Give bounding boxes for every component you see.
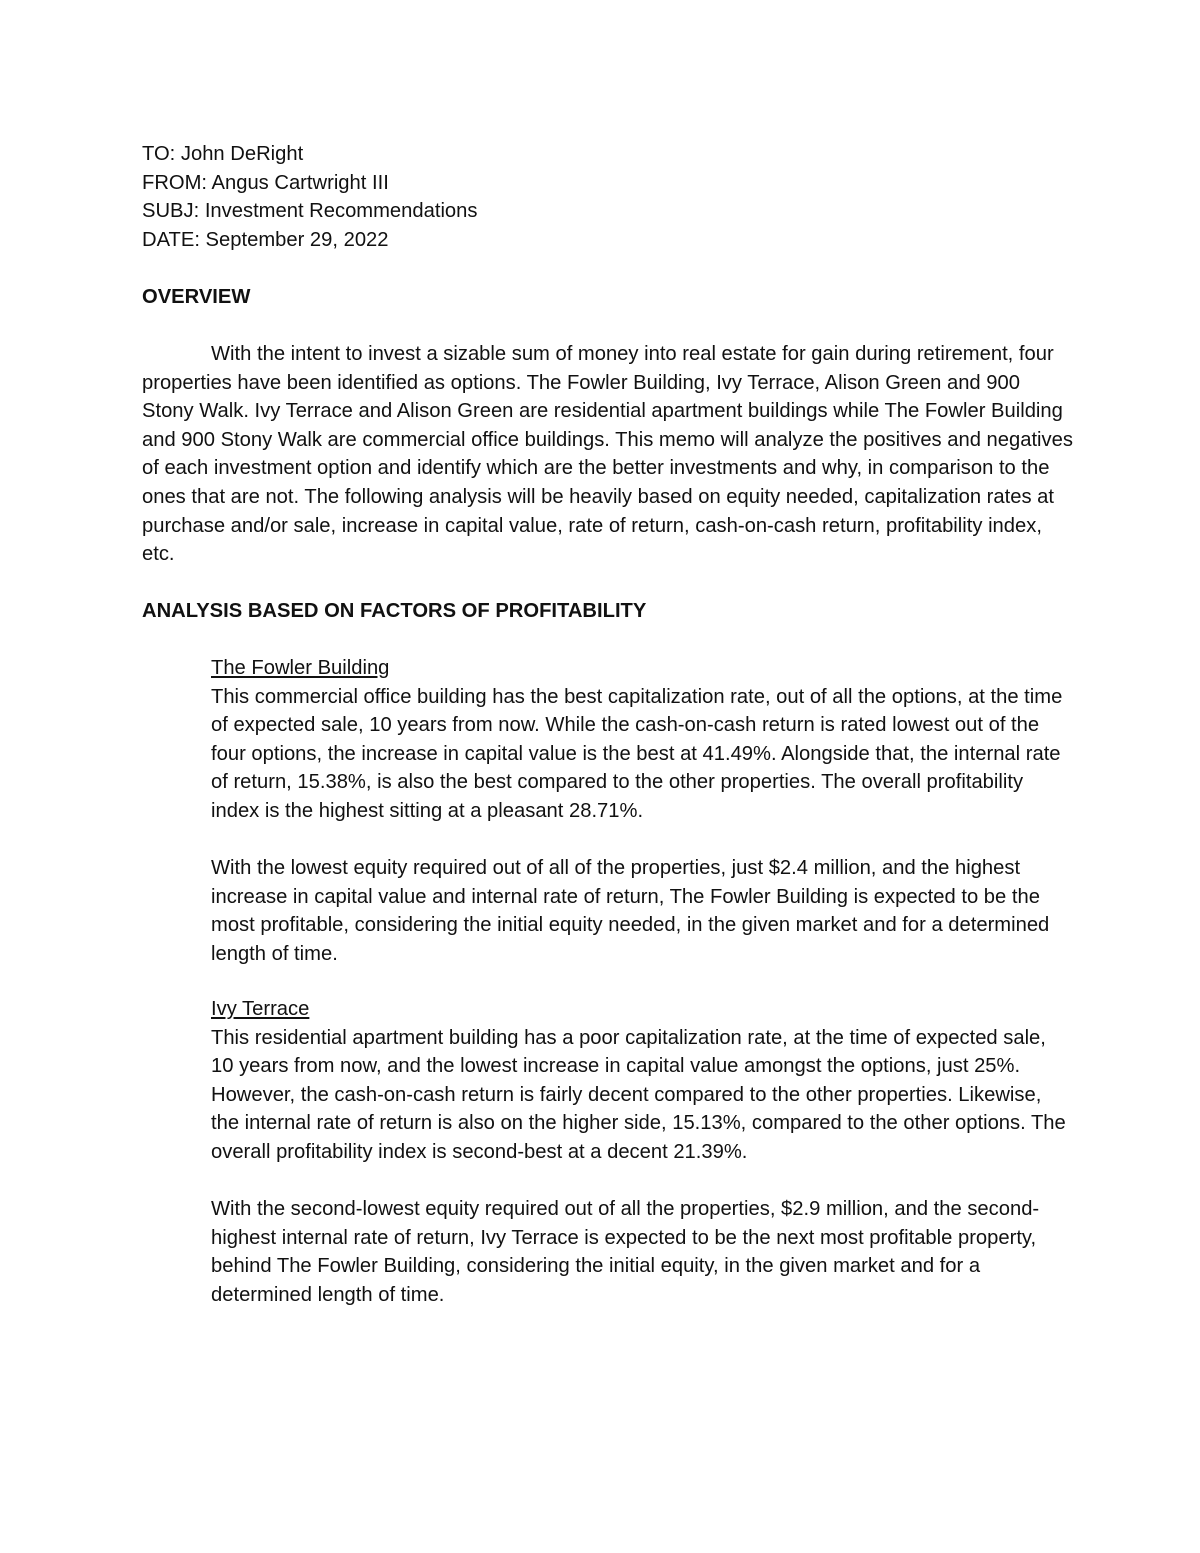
overview-heading: OVERVIEW [142, 286, 251, 308]
overview-paragraph: With the intent to invest a sizable sum of money into real estate for gain during retirement, four properties have been identified as options. The Fowler Building, Ivy Terrace, Alison Green and 900 Stony Walk. Ivy Terrace and Alison Green are residential apartment buildings while The Fowler Building and 900 Stony Walk are commercial office buildings. This memo will analyze the positives and negatives of each investment option and identify which are the better investments and why, in comparison to the ones that are not. The following analysis will be heavily based on equity needed, capitalization rates at purchase and/or sale, increase in capital value, rate of return, cash-on-cash return, profitability index, etc. [142, 343, 1073, 566]
ivy-paragraph-2: With the second-lowest equity required out of all the properties, $2.9 million, and the second-highest internal rate of return, Ivy Terrace is expected to be the next most profitable property, behind The Fowler Building, considering the initial equity, in the given market and for a determined length of time. [211, 1198, 1040, 1306]
fowler-paragraph-2: With the lowest equity required out of all of the properties, just $2.4 million, and the highest increase in capital value and internal rate of return, The Fowler Building is expected to be the most profitable, considering the initial equity needed, in the given market and for a determined length of time. [211, 857, 1050, 965]
memo-header [142, 140, 1082, 254]
fowler-title: The Fowler Building [211, 657, 390, 679]
memo-date: DATE: September 29, 2022 [142, 228, 389, 251]
memo-from: FROM: Angus Cartwright III [142, 171, 389, 194]
analysis-heading: ANALYSIS BASED ON FACTORS OF PROFITABILITY [142, 600, 647, 622]
fowler-paragraph-1: This commercial office building has the best capitalization rate, out of all the options, at the time of expected sale, 10 years from now. While the cash-on-cash return is rated lowest out of the four options, the increase in capital value is the best at 41.49%. Alongside that, the internal rate of return, 15.38%, is also the best compared to the other properties. The overall profitability index is the highest sitting at a pleasant 28.71%. [211, 685, 1063, 822]
ivy-paragraph-1: This residential apartment building has a poor capitalization rate, at the time of expected sale, 10 years from now, and the lowest increase in capital value amongst the options, just 25%. However, the cash-on-cash return is fairly decent compared to the other properties. Likewise, the internal rate of return is also on the higher side, 15.13%, compared to the other options. The overall profitability index is second-best at a decent 21.39%. [211, 1026, 1066, 1163]
ivy-title: Ivy Terrace [211, 998, 310, 1020]
ivy-section [211, 995, 1071, 1310]
memo-subject: SUBJ: Investment Recommendations [142, 200, 478, 223]
memo-to: TO: John DeRight [142, 143, 304, 165]
fowler-section [211, 654, 1071, 969]
